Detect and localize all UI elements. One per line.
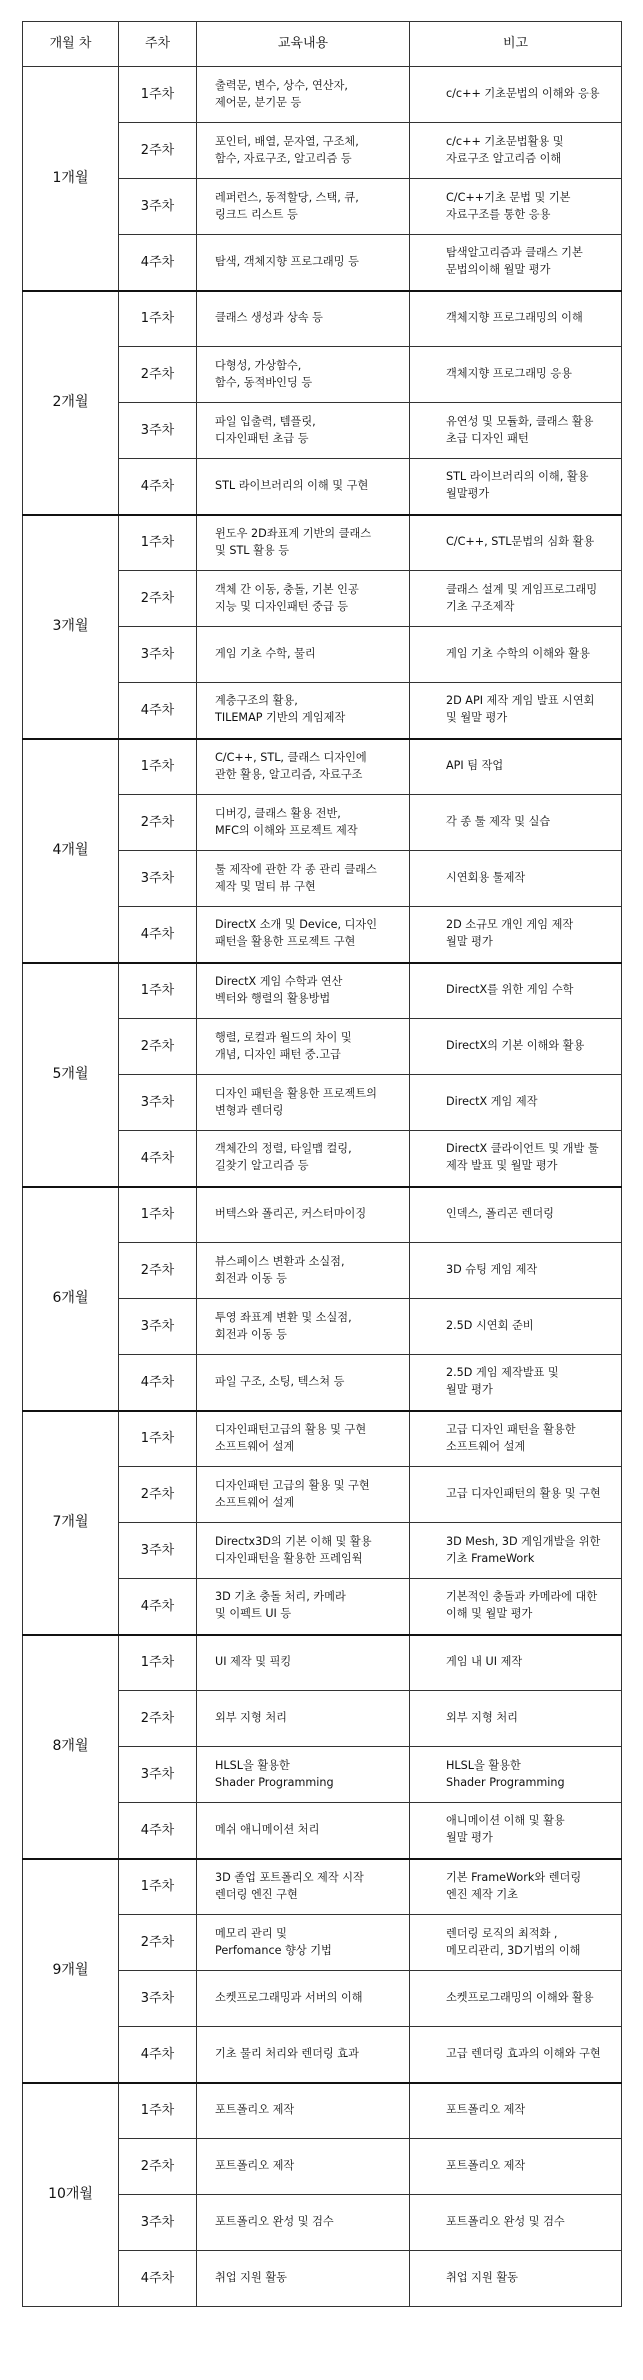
content-cell: 소켓프로그래밍과 서버의 이해 <box>197 1971 410 2027</box>
content-cell: 디자인 패턴을 활용한 프로젝트의 변형과 렌더링 <box>197 1075 410 1131</box>
content-cell: 뷰스페이스 변환과 소실점, 회전과 이동 등 <box>197 1243 410 1299</box>
week-label: 2주차 <box>119 1243 197 1299</box>
content-cell: 디자인패턴고급의 활용 및 구현 소프트웨어 설계 <box>197 1411 410 1467</box>
week-label: 1주차 <box>119 67 197 123</box>
week-label: 2주차 <box>119 1691 197 1747</box>
table-row <box>23 2083 622 2139</box>
week-label: 4주차 <box>119 1131 197 1187</box>
table-row <box>23 291 622 347</box>
week-label: 1주차 <box>119 515 197 571</box>
content-cell: 레퍼런스, 동적할당, 스택, 큐, 링크드 리스트 등 <box>197 179 410 235</box>
content-cell: 3D 졸업 포트폴리오 제작 시작 렌더링 엔진 구현 <box>197 1859 410 1915</box>
note-cell: 취업 지원 활동 <box>410 2251 622 2307</box>
week-label: 4주차 <box>119 2251 197 2307</box>
table-row <box>23 67 622 123</box>
content-cell: 툴 제작에 관한 각 종 관리 클래스 제작 및 멀티 뷰 구현 <box>197 851 410 907</box>
note-cell: 2.5D 시연회 준비 <box>410 1299 622 1355</box>
note-cell: 시연회용 툴제작 <box>410 851 622 907</box>
table-row <box>23 1859 622 1915</box>
note-cell: 외부 지형 처리 <box>410 1691 622 1747</box>
content-cell: 포트폴리오 완성 및 검수 <box>197 2195 410 2251</box>
content-cell: 파일 구조, 소팅, 텍스쳐 등 <box>197 1355 410 1411</box>
note-cell: 렌더링 로직의 최적화 , 메모리관리, 3D기법의 이해 <box>410 1915 622 1971</box>
week-label: 2주차 <box>119 571 197 627</box>
content-cell: 포인터, 배열, 문자열, 구조체, 함수, 자료구조, 알고리즘 등 <box>197 123 410 179</box>
week-label: 2주차 <box>119 1915 197 1971</box>
week-label: 2주차 <box>119 123 197 179</box>
week-label: 3주차 <box>119 851 197 907</box>
content-cell: 기초 물리 처리와 렌더링 효과 <box>197 2027 410 2083</box>
week-label: 4주차 <box>119 683 197 739</box>
content-cell: 투영 좌표계 변환 및 소실점, 회전과 이동 등 <box>197 1299 410 1355</box>
note-cell: 기본 FrameWork와 렌더링 엔진 제작 기초 <box>410 1859 622 1915</box>
note-cell: 탐색알고리즘과 클래스 기본 문법의이해 월말 평가 <box>410 235 622 291</box>
note-cell: 게임 내 UI 제작 <box>410 1635 622 1691</box>
week-label: 3주차 <box>119 1075 197 1131</box>
content-cell: DirectX 소개 및 Device, 디자인 패턴을 활용한 프로젝트 구현 <box>197 907 410 963</box>
note-cell: c/c++ 기초문법활용 및 자료구조 알고리즘 이해 <box>410 123 622 179</box>
note-cell: 게임 기초 수학의 이해와 활용 <box>410 627 622 683</box>
note-cell: 포트폴리오 제작 <box>410 2139 622 2195</box>
week-label: 4주차 <box>119 459 197 515</box>
note-cell: API 팀 작업 <box>410 739 622 795</box>
curriculum-table <box>22 21 622 2307</box>
week-label: 4주차 <box>119 1355 197 1411</box>
note-cell: 각 종 툴 제작 및 실습 <box>410 795 622 851</box>
note-cell: 2.5D 게임 제작발표 및 월말 평가 <box>410 1355 622 1411</box>
note-cell: DirectX 클라이언트 및 개발 툴 제작 발표 및 월말 평가 <box>410 1131 622 1187</box>
note-cell: STL 라이브러리의 이해, 활용 월말평가 <box>410 459 622 515</box>
content-cell: Directx3D의 기본 이해 및 활용 디자인패턴을 활용한 프레임웍 <box>197 1523 410 1579</box>
month-label: 8개월 <box>23 1635 119 1859</box>
week-label: 3주차 <box>119 1299 197 1355</box>
note-cell: 객체지향 프로그래밍 응용 <box>410 347 622 403</box>
week-label: 1주차 <box>119 1411 197 1467</box>
note-cell: 소켓프로그래밍의 이해와 활용 <box>410 1971 622 2027</box>
week-label: 4주차 <box>119 1803 197 1859</box>
note-cell: 2D 소규모 개인 게임 제작 월말 평가 <box>410 907 622 963</box>
note-cell: 기본적인 충돌과 카메라에 대한 이해 및 월말 평가 <box>410 1579 622 1635</box>
content-cell: STL 라이브러리의 이해 및 구현 <box>197 459 410 515</box>
content-cell: UI 제작 및 픽킹 <box>197 1635 410 1691</box>
week-label: 1주차 <box>119 739 197 795</box>
curriculum-body <box>23 67 622 2307</box>
content-cell: 외부 지형 처리 <box>197 1691 410 1747</box>
content-cell: 출력문, 변수, 상수, 연산자, 제어문, 분기문 등 <box>197 67 410 123</box>
content-cell: 파일 입출력, 템플릿, 디자인패턴 초급 등 <box>197 403 410 459</box>
header-week: 주차 <box>119 22 197 67</box>
content-cell: 객체간의 정렬, 타일맵 컬링, 길찾기 알고리즘 등 <box>197 1131 410 1187</box>
week-label: 1주차 <box>119 2083 197 2139</box>
table-row <box>23 1635 622 1691</box>
content-cell: 3D 기초 충돌 처리, 카메라 및 이펙트 UI 등 <box>197 1579 410 1635</box>
header-note: 비고 <box>410 22 622 67</box>
month-label: 4개월 <box>23 739 119 963</box>
week-label: 3주차 <box>119 2195 197 2251</box>
note-cell: 클래스 설계 및 게임프로그래밍 기초 구조제작 <box>410 571 622 627</box>
content-cell: DirectX 게임 수학과 연산 벡터와 행렬의 활용방법 <box>197 963 410 1019</box>
table-row <box>23 739 622 795</box>
content-cell: 디자인패턴 고급의 활용 및 구현 소프트웨어 설계 <box>197 1467 410 1523</box>
note-cell: c/c++ 기초문법의 이해와 응용 <box>410 67 622 123</box>
week-label: 3주차 <box>119 1971 197 2027</box>
week-label: 4주차 <box>119 2027 197 2083</box>
month-label: 10개월 <box>23 2083 119 2307</box>
table-row <box>23 1187 622 1243</box>
content-cell: 포트폴리오 제작 <box>197 2139 410 2195</box>
week-label: 4주차 <box>119 907 197 963</box>
note-cell: 고급 디자인 패턴을 활용한 소프트웨어 설계 <box>410 1411 622 1467</box>
week-label: 1주차 <box>119 963 197 1019</box>
week-label: 3주차 <box>119 403 197 459</box>
week-label: 2주차 <box>119 795 197 851</box>
content-cell: 메모리 관리 및 Perfomance 향상 기법 <box>197 1915 410 1971</box>
week-label: 2주차 <box>119 1019 197 1075</box>
week-label: 3주차 <box>119 627 197 683</box>
table-row <box>23 963 622 1019</box>
week-label: 4주차 <box>119 235 197 291</box>
content-cell: 디버깅, 클래스 활용 전반, MFC의 이해와 프로젝트 제작 <box>197 795 410 851</box>
note-cell: 객체지향 프로그래밍의 이해 <box>410 291 622 347</box>
week-label: 3주차 <box>119 1747 197 1803</box>
week-label: 1주차 <box>119 1635 197 1691</box>
content-cell: 포트폴리오 제작 <box>197 2083 410 2139</box>
note-cell: HLSL을 활용한 Shader Programming <box>410 1747 622 1803</box>
content-cell: 다형성, 가상함수, 함수, 동적바인딩 등 <box>197 347 410 403</box>
month-label: 1개월 <box>23 67 119 291</box>
note-cell: 포트폴리오 완성 및 검수 <box>410 2195 622 2251</box>
note-cell: 3D Mesh, 3D 게임개발을 위한 기초 FrameWork <box>410 1523 622 1579</box>
note-cell: C/C++, STL문법의 심화 활용 <box>410 515 622 571</box>
week-label: 3주차 <box>119 1523 197 1579</box>
note-cell: DirectX를 위한 게임 수학 <box>410 963 622 1019</box>
week-label: 1주차 <box>119 1187 197 1243</box>
note-cell: 포트폴리오 제작 <box>410 2083 622 2139</box>
content-cell: 클래스 생성과 상속 등 <box>197 291 410 347</box>
week-label: 2주차 <box>119 347 197 403</box>
month-label: 2개월 <box>23 291 119 515</box>
content-cell: 메쉬 애니메이션 처리 <box>197 1803 410 1859</box>
week-label: 3주차 <box>119 179 197 235</box>
week-label: 4주차 <box>119 1579 197 1635</box>
content-cell: C/C++, STL, 클래스 디자인에 관한 활용, 알고리즘, 자료구조 <box>197 739 410 795</box>
header-content: 교육내용 <box>197 22 410 67</box>
content-cell: 버텍스와 폴리곤, 커스터마이징 <box>197 1187 410 1243</box>
week-label: 2주차 <box>119 1467 197 1523</box>
note-cell: C/C++기초 문법 및 기본 자료구조를 통한 응용 <box>410 179 622 235</box>
header-row <box>23 22 622 67</box>
content-cell: 윈도우 2D좌표계 기반의 클래스 및 STL 활용 등 <box>197 515 410 571</box>
note-cell: 애니메이션 이해 및 활용 월말 평가 <box>410 1803 622 1859</box>
note-cell: DirectX 게임 제작 <box>410 1075 622 1131</box>
note-cell: 2D API 제작 게임 발표 시연회 및 월말 평가 <box>410 683 622 739</box>
note-cell: 3D 슈팅 게임 제작 <box>410 1243 622 1299</box>
header-month: 개월 차 <box>23 22 119 67</box>
month-label: 7개월 <box>23 1411 119 1635</box>
content-cell: 게임 기초 수학, 물리 <box>197 627 410 683</box>
note-cell: 유연성 및 모듈화, 클래스 활용 초급 디자인 패턴 <box>410 403 622 459</box>
content-cell: 행렬, 로컬과 월드의 차이 및 개념, 디자인 패턴 중.고급 <box>197 1019 410 1075</box>
month-label: 5개월 <box>23 963 119 1187</box>
content-cell: 탐색, 객체지향 프로그래밍 등 <box>197 235 410 291</box>
table-row <box>23 1411 622 1467</box>
note-cell: 고급 디자인패턴의 활용 및 구현 <box>410 1467 622 1523</box>
week-label: 2주차 <box>119 2139 197 2195</box>
week-label: 1주차 <box>119 291 197 347</box>
table-row <box>23 515 622 571</box>
week-label: 1주차 <box>119 1859 197 1915</box>
note-cell: 고급 렌더링 효과의 이해와 구현 <box>410 2027 622 2083</box>
month-label: 6개월 <box>23 1187 119 1411</box>
note-cell: DirectX의 기본 이해와 활용 <box>410 1019 622 1075</box>
note-cell: 인덱스, 폴리곤 렌더링 <box>410 1187 622 1243</box>
month-label: 3개월 <box>23 515 119 739</box>
content-cell: HLSL을 활용한 Shader Programming <box>197 1747 410 1803</box>
content-cell: 객체 간 이동, 충돌, 기본 인공 지능 및 디자인패턴 중급 등 <box>197 571 410 627</box>
content-cell: 계층구조의 활용, TILEMAP 기반의 게임제작 <box>197 683 410 739</box>
content-cell: 취업 지원 활동 <box>197 2251 410 2307</box>
month-label: 9개월 <box>23 1859 119 2083</box>
